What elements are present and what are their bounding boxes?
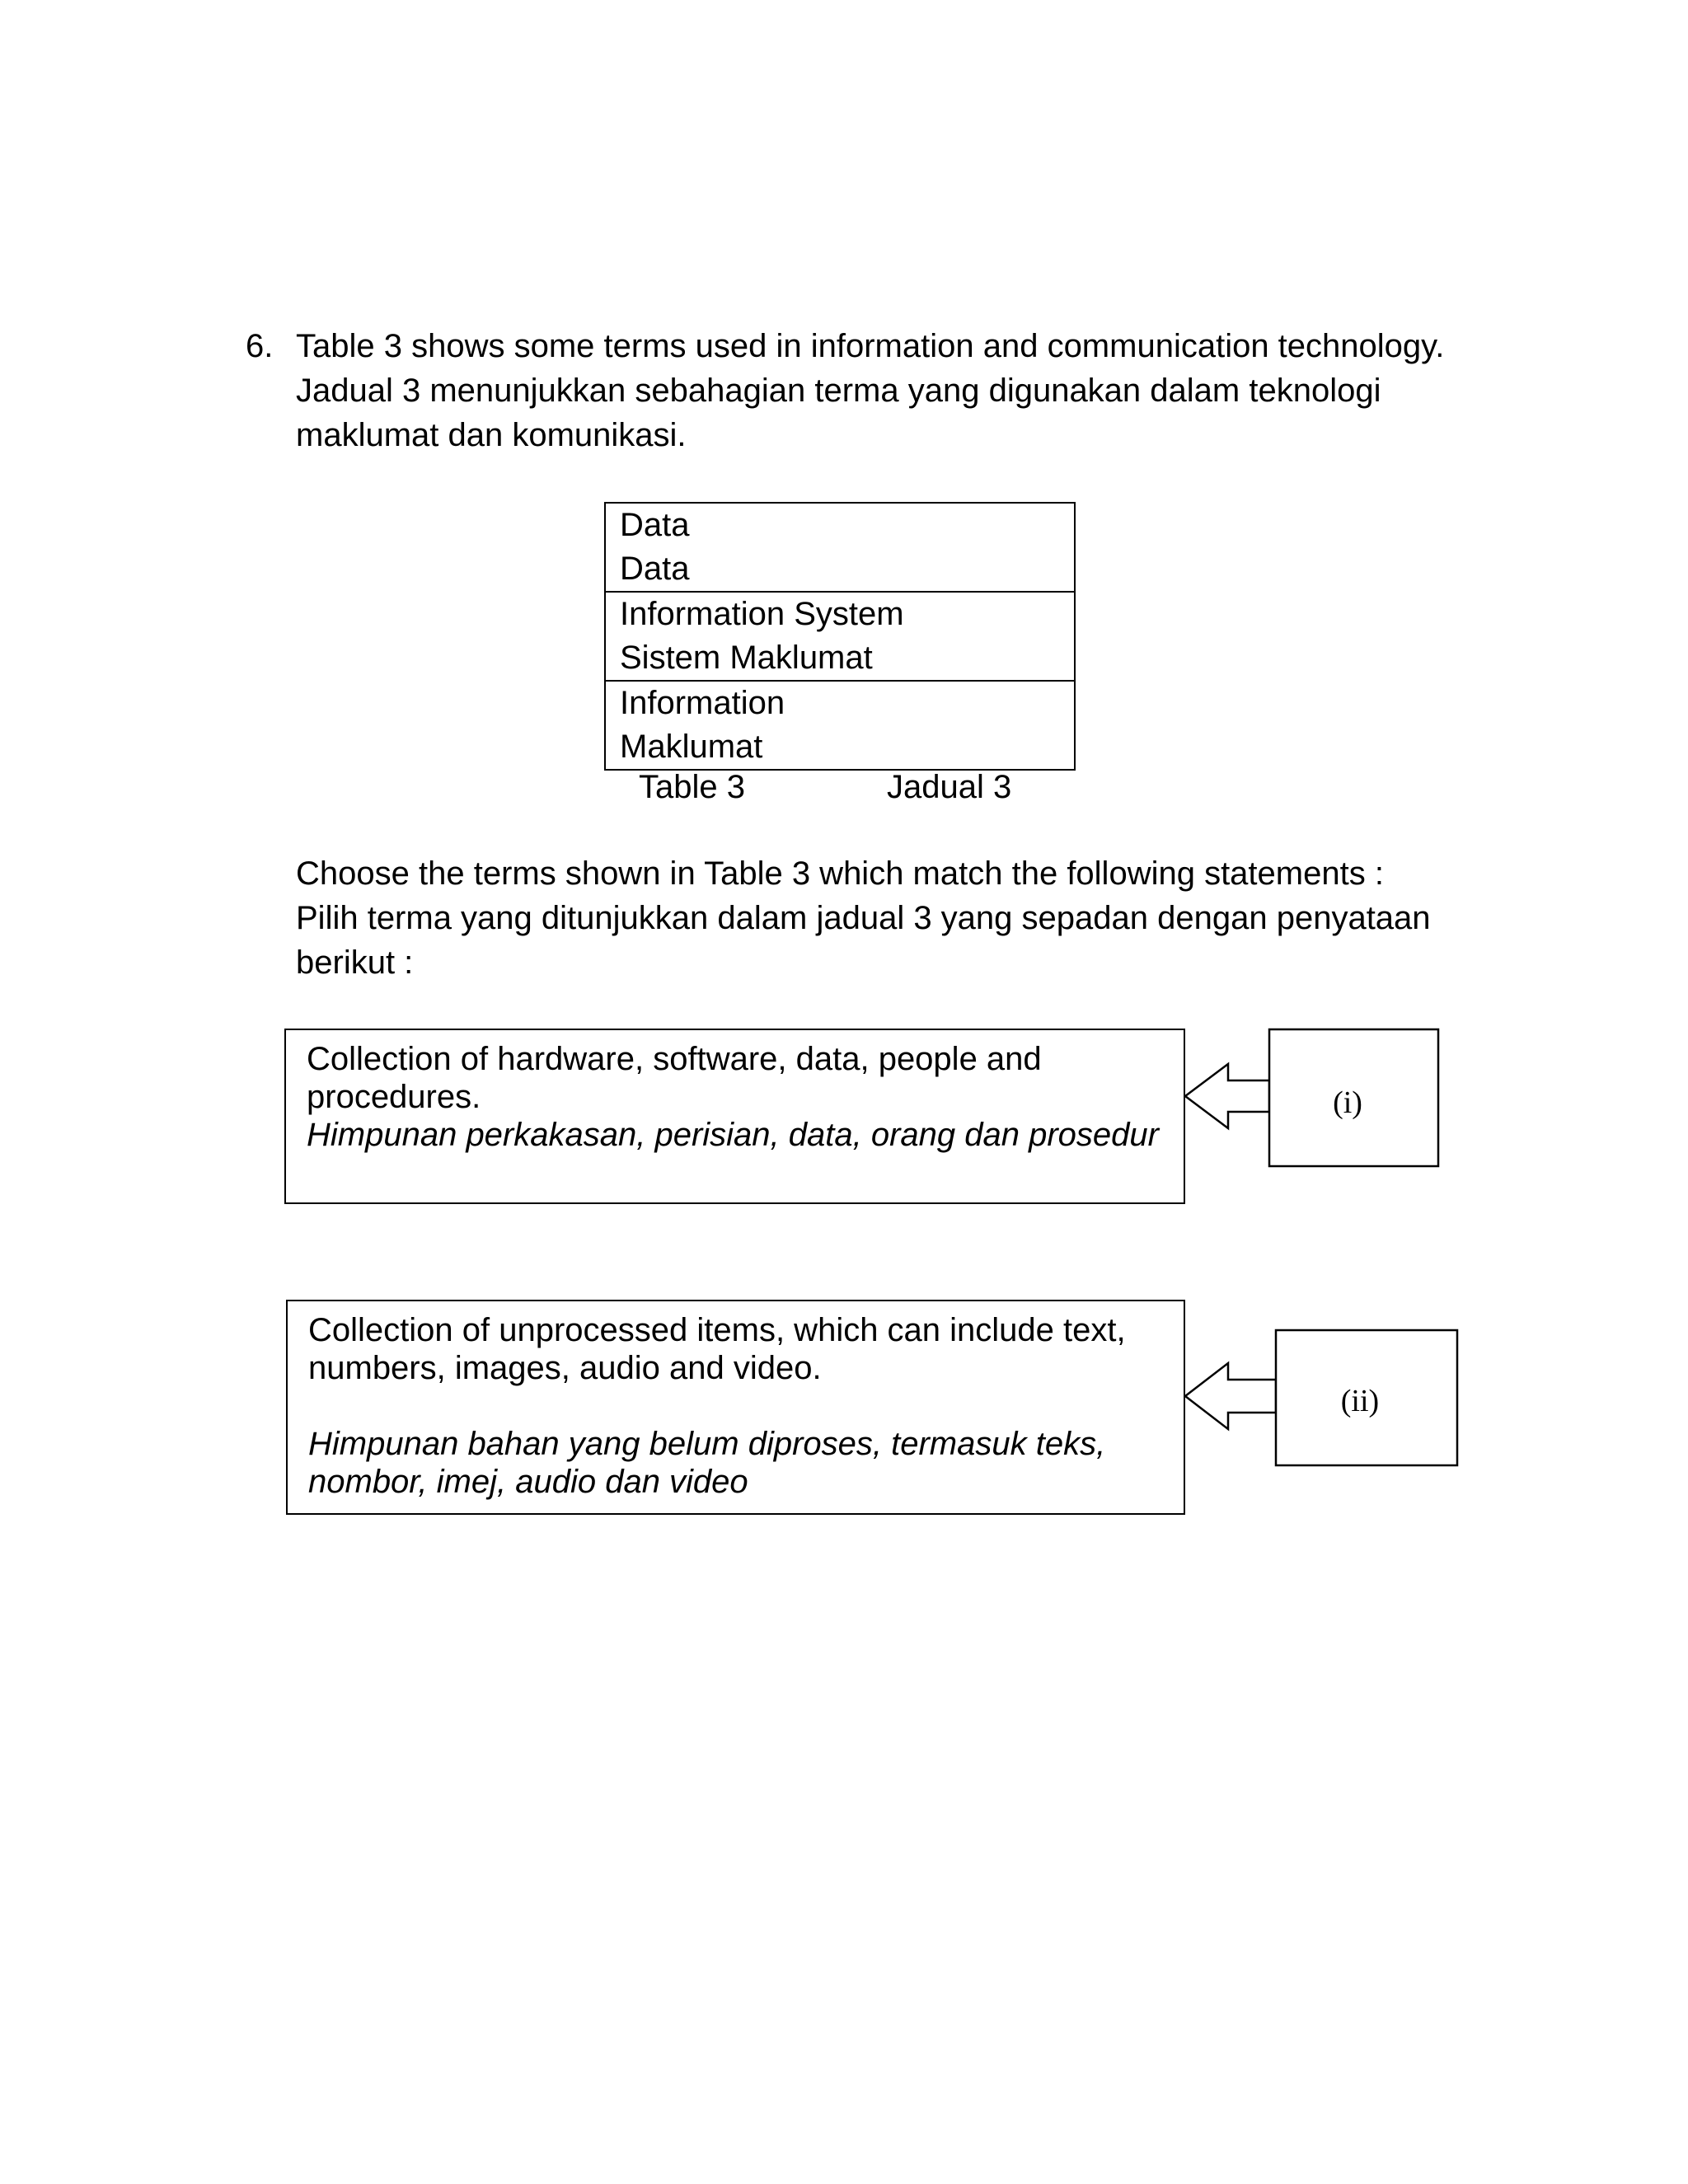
statement-1-my-line-1: Himpunan perkakasan, perisian, data, orang dan prosedur: [307, 1117, 1159, 1153]
statement-2-my-line-2: nombor, imej, audio dan video: [308, 1464, 748, 1500]
statement-2-my-line-1: Himpunan bahan yang belum diproses, termasuk teks,: [308, 1426, 1106, 1462]
statement-1-en-line-1: Collection of hardware, software, data, people and: [307, 1041, 1042, 1077]
question-line-2: Jadual 3 menunjukkan sebahagian terma yang digunakan dalam teknologi: [296, 373, 1381, 409]
question-number: 6.: [246, 328, 274, 364]
instruction-line-3: berikut :: [296, 944, 414, 981]
table-caption-english: Table 3: [639, 769, 745, 805]
table-caption-malay: Jadual 3: [887, 769, 1012, 805]
question-line-1: Table 3 shows some terms used in information and communication technology.: [296, 328, 1445, 364]
term-malay: Data: [620, 551, 690, 587]
arrow-left-icon: [1185, 1363, 1276, 1429]
instruction-line-2: Pilih terma yang ditunjukkan dalam jadual 3 yang sepadan dengan penyataan: [296, 900, 1431, 936]
question-line-3: maklumat dan komunikasi.: [296, 417, 687, 453]
answer-label-1: (i): [1333, 1085, 1362, 1120]
instruction-line-1: Choose the terms shown in Table 3 which match the following statements :: [296, 855, 1384, 892]
term-english: Information System: [620, 596, 904, 632]
term-malay: Maklumat: [620, 729, 763, 765]
answer-label-2: (ii): [1340, 1384, 1380, 1418]
term-english: Data: [620, 507, 690, 543]
statement-2-en-line-2: numbers, images, audio and video.: [308, 1350, 822, 1386]
statement-1-en-line-2: procedures.: [307, 1079, 481, 1115]
statement-2-en-line-1: Collection of unprocessed items, which can include text,: [308, 1312, 1126, 1348]
term-english: Information: [620, 685, 785, 721]
term-malay: Sistem Maklumat: [620, 640, 873, 676]
arrow-left-icon: [1185, 1064, 1269, 1128]
